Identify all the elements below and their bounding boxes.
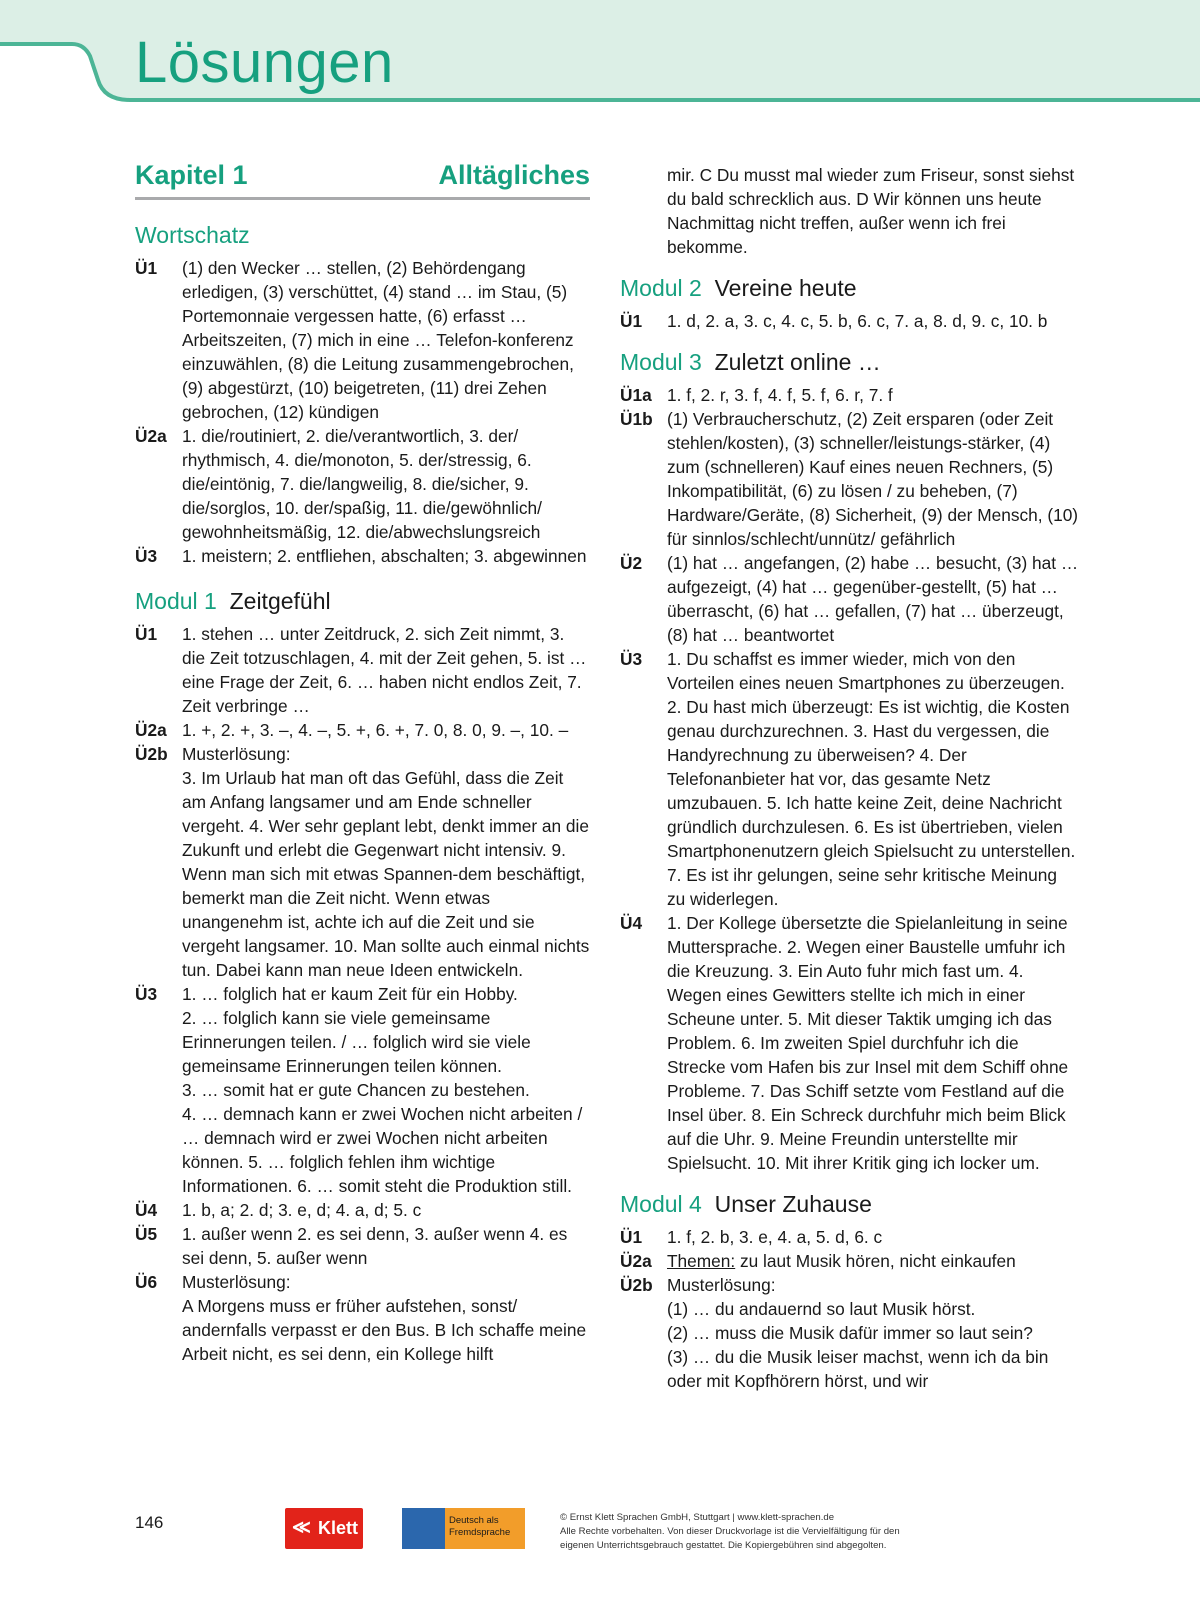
exercise [620,1249,1080,1273]
klett-wordmark: Klett [318,1518,358,1538]
exercise-number: Ü1b [620,409,653,429]
copyright-line: eigenen Unterrichtsgebrauch gestattet. Die Kopiergebühren sind abgegolten. [560,1540,887,1551]
modul-label: Modul 4 [620,1191,702,1217]
modul-title: Zeitgefühl [229,588,331,614]
exercise-answer: 1. f, 2. r, 3. f, 4. f, 5. f, 6. r, 7. f [667,385,893,405]
modul2-heading [620,273,1080,303]
exercise-answer: (1) Verbraucherschutz, (2) Zeit ersparen (oder Zeit stehlen/kosten), (3) schneller/leistungs-stärker, (4) zum (schnelleren) Kauf eines neuen Rechners, (5) Inkompatibilität, (6) zu lösen / zu beheben, (7) Hardware/Geräte, (8) Sicherheit, (9) der Mensch, (10) für sinnlos/schlecht/unnütz/ gefährlich [667,409,1079,549]
exercise [135,1270,590,1366]
exercise-number: Ü1 [135,624,158,644]
exercise-number: Ü1 [620,311,643,331]
left-column [135,160,590,1366]
exercise-answer: 1. außer wenn 2. es sei denn, 3. außer wenn 4. es sei denn, 5. außer wenn [182,1224,568,1268]
exercise [620,383,1080,407]
exercise-number: Ü3 [135,984,158,1004]
exercise-answer: 1. … folglich hat er kaum Zeit für ein Hobby. 2. … folglich kann sie viele gemeinsame Erinnerungen teilen. / … folglich wird sie viele gemeinsame Erinnerungen teilen können. 3. … somit hat er gute Chancen zu bestehen. 4. … demnach kann er zwei Wochen nicht arbeiten / … demnach wird er zwei Wochen nicht arbeiten können. 5. … folglich fehlen ihm wichtige Informationen. 6. … somit steht die Produktion still. [182,984,583,1196]
page-number: 146 [135,1513,164,1532]
modul4-heading [620,1189,1080,1219]
exercise-answer: 1. d, 2. a, 3. c, 4. c, 5. b, 6. c, 7. a, 8. d, 9. c, 10. b [667,311,1048,331]
exercise-number: Ü2 [620,553,643,573]
exercise-number: Ü2b [135,744,168,764]
exercise-answer: 1. die/routiniert, 2. die/verantwortlich, 3. der/ rhythmisch, 4. die/monoton, 5. der/stressig, 6. die/eintönig, 7. die/langweilig, 8. die/sicher, 9. die/sorglos, 10. der/spaßig, 11. die/gewöhnlich/ gewohnheitsmäßig, 12. die/abwechslungsreich [182,426,542,542]
exercise [620,1225,1080,1249]
exercise-answer: 1. stehen … unter Zeitdruck, 2. sich Zeit nimmt, 3. die Zeit totzuschlagen, 4. mit der Zeit gehen, 5. ist … eine Frage der Zeit, 6. … haben nicht endlos Zeit, 7. Zeit verbringe … [182,624,587,716]
exercise-number: Ü2a [135,426,167,446]
exercise-answer: 1. meistern; 2. entfliehen, abschalten; 3. abgewinnen [182,546,587,566]
exercise-answer: (1) den Wecker … stellen, (2) Behördengang erledigen, (3) verschüttet, (4) stand … im Stau, (5) Portemonnaie vergessen hatte, (6) erfasst … Arbeitszeiten, (7) mich in eine … Telefon-konferenz einzuwählen, (8) die Leitung zusammengebrochen, (9) abgestürzt, (10) beigetreten, (11) drei Zehen gebrochen, (12) kündigen [182,258,574,422]
exercise-answer [667,1249,1080,1273]
exercise-answer: 1. b, a; 2. d; 3. e, d; 4. a, d; 5. c [182,1200,422,1220]
answer-text: zu laut Musik hören, nicht einkaufen [735,1251,1016,1271]
daf-logo-blue-block [402,1508,445,1549]
modul-title: Zuletzt online … [714,349,881,375]
exercise-number: Ü2b [620,1275,653,1295]
exercise-answer: 1. +, 2. +, 3. –, 4. –, 5. +, 6. +, 7. 0, 8. 0, 9. –, 10. – [182,720,569,740]
daf-logo-text: Deutsch als Fremdsprache [449,1515,511,1538]
chapter-title: Alltägliches [438,160,590,190]
exercise [135,256,590,424]
underlined-term: Themen: [667,1251,736,1271]
exercise [135,1198,590,1222]
exercise [135,544,590,568]
exercise [620,309,1080,333]
exercise-number: Ü2a [620,1251,652,1271]
exercise-number: Ü2a [135,720,167,740]
klett-mark-icon: ≪ [292,1517,311,1537]
exercise-answer: (1) hat … angefangen, (2) habe … besucht, (3) hat … aufgezeigt, (4) hat … gegenüber-gestellt, (5) hat … überrascht, (6) hat … gefallen, (7) hat … überzeugt, (8) hat … beantwortet [667,553,1079,645]
continued-answer: mir. C Du musst mal wieder zum Friseur, sonst siehst du bald schrecklich aus. D Wir können uns heute Nachmittag nicht treffen, außer wenn ich frei bekomme. [667,165,1075,257]
modul-label: Modul 1 [135,588,217,614]
exercise-answer: 1. Du schaffst es immer wieder, mich von den Vorteilen eines neuen Smartphones zu überzeugen. 2. Du hast mich überzeugt: Es ist wichtig, die Kosten genau durchzurechnen. 3. Hast du vergessen, die Handyrechnung zu überweisen? 4. Der Telefonanbieter hat vor, das gesamte Netz umzubauen. 5. Ich hatte keine Zeit, deine Nachricht gründlich durchzulesen. 6. Es ist übertrieben, vielen Smartphonenutzern gleich Spielsucht zu unterstellen. 7. Es ist ihr gelungen, seine sehr kritische Meinung zu widerlegen. [667,649,1076,909]
exercise [620,647,1080,911]
exercise [135,424,590,544]
exercise [620,1273,1080,1393]
page-title: Lösungen [135,30,394,95]
exercise-number: Ü1 [135,258,158,278]
modul-title: Unser Zuhause [714,1191,872,1217]
copyright-line: Alle Rechte vorbehalten. Von dieser Druckvorlage ist die Vervielfältigung für den [560,1526,900,1537]
right-column [620,163,1080,1393]
exercise-number: Ü1a [620,385,652,405]
copyright-notice [560,1511,980,1553]
exercise-number: Ü3 [135,546,158,566]
wortschatz-heading: Wortschatz [135,222,250,248]
exercise-number: Ü5 [135,1224,158,1244]
exercise-answer: 1. Der Kollege übersetzte die Spielanleitung in seine Muttersprache. 2. Wegen einer Baustelle umfuhr ich die Kreuzung. 3. Ein Auto fuhr mich fast um. 4. Wegen eines Gewitters stellte ich mich in einer Scheune unter. 5. Mit dieser Taktik umging ich das Problem. 6. Im zweiten Spiel durchfuhr ich die Strecke vom Hafen bis zur Insel mit dem Schiff ohne Probleme. 7. Das Schiff setzte vom Festland auf die Insel über. 8. Ein Schreck durchfuhr mich beim Blick auf die Uhr. 9. Meine Freundin unterstellte mir Spielsucht. 10. Mit ihrer Kritik ging ich locker um. [667,913,1069,1173]
exercise [135,742,590,982]
exercise-answer: Musterlösung: 3. Im Urlaub hat man oft das Gefühl, dass die Zeit am Anfang langsamer und am Ende schneller vergeht. 4. Wer sehr geplant lebt, denkt immer an die Zukunft und erlebt die Gegenwart nicht intensiv. 9. Wenn man sich mit etwas Spannen-dem beschäftigt, bemerkt man die Zeit nicht. Wenn etwas unangenehm ist, achte ich auf die Zeit und sie vergeht langsamer. 10. Man sollte auch einmal nichts tun. Dabei kann man neue Ideen entwickeln. [182,744,590,980]
modul-label: Modul 3 [620,349,702,375]
modul-title: Vereine heute [714,275,857,301]
exercise-number: Ü3 [620,649,643,669]
exercise [135,718,590,742]
chapter-heading [135,160,590,200]
exercise [620,551,1080,647]
exercise-number: Ü6 [135,1272,158,1292]
exercise [620,407,1080,551]
exercise-answer: 1. f, 2. b, 3. e, 4. a, 5. d, 6. c [667,1227,883,1247]
exercise-number: Ü4 [135,1200,158,1220]
exercise [135,982,590,1198]
exercise-number: Ü1 [620,1227,643,1247]
copyright-line: © Ernst Klett Sprachen GmbH, Stuttgart | www.klett-sprachen.de [560,1512,835,1523]
daf-logo [402,1508,525,1549]
chapter-label: Kapitel 1 [135,160,248,190]
exercise [135,1222,590,1270]
exercise-number: Ü4 [620,913,643,933]
exercise-answer: Musterlösung: A Morgens muss er früher aufstehen, sonst/ andernfalls verpasst er den Bus. B Ich schaffe meine Arbeit nicht, es sei denn, ein Kollege hilft [182,1272,587,1364]
exercise [135,622,590,718]
exercise-answer: Musterlösung: (1) … du andauernd so laut Musik hörst. (2) … muss die Musik dafür immer so laut sein? (3) … du die Musik leiser machst, wenn ich da bin oder mit Kopfhörern hörst, und wir [667,1275,1049,1391]
klett-logo [285,1508,363,1549]
modul-label: Modul 2 [620,275,702,301]
modul1-heading [135,586,590,616]
modul3-heading [620,347,1080,377]
exercise [620,911,1080,1175]
